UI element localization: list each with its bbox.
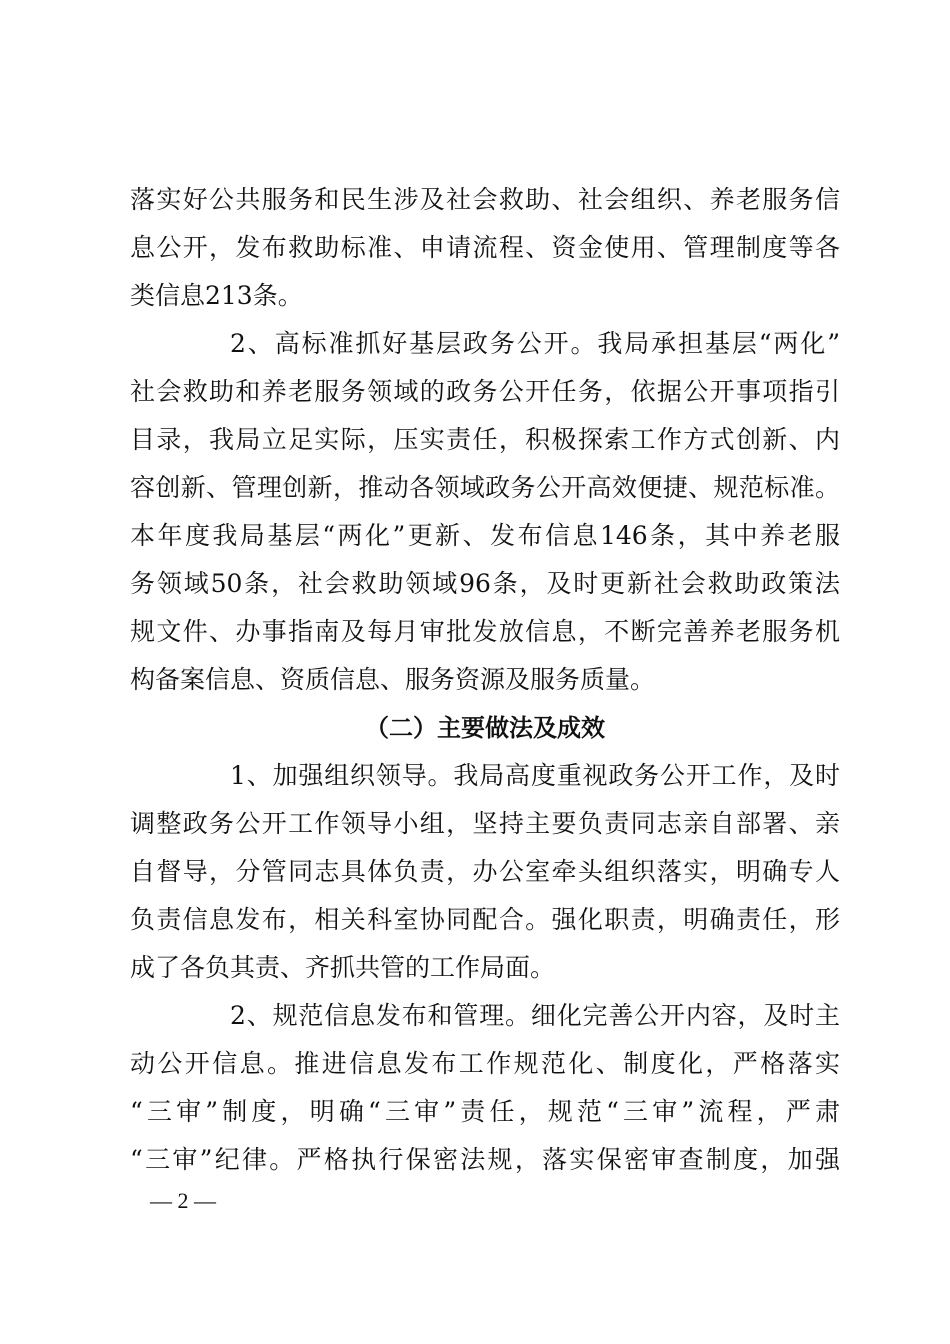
text-line: 息公开，发布救助标准、申请流程、资金使用、管理制度等各 bbox=[130, 233, 840, 262]
text-line: 负责信息发布，相关科室协同配合。强化职责，明确责任，形 bbox=[130, 905, 840, 934]
text-line: 自督导，分管同志具体负责，办公室牵头组织落实，明确专人 bbox=[130, 857, 840, 886]
text-line: 类信息213条。 bbox=[130, 281, 303, 310]
paragraph-start-line: 2、高标准抓好基层政务公开。我局承担基层“两化” bbox=[230, 329, 840, 358]
page-number: — 2 — bbox=[150, 1188, 216, 1213]
text-line: 成了各负其责、齐抓共管的工作局面。 bbox=[130, 953, 556, 982]
text-line: 规文件、办事指南及每月审批发放信息，不断完善养老服务机 bbox=[130, 617, 840, 646]
text-line: 调整政务公开工作领导小组，坚持主要负责同志亲自部署、亲 bbox=[130, 809, 840, 838]
text-line: 构备案信息、资质信息、服务资源及服务质量。 bbox=[130, 665, 656, 694]
text-line: “三审”纪律。严格执行保密法规，落实保密审查制度，加强 bbox=[130, 1145, 840, 1174]
paragraph-start-line: 1、加强组织领导。我局高度重视政务公开工作，及时 bbox=[230, 761, 840, 790]
text-line: 动公开信息。推进信息发布工作规范化、制度化，严格落实 bbox=[130, 1049, 840, 1078]
text-line: “三审”制度，明确“三审”责任，规范“三审”流程，严肃 bbox=[130, 1097, 840, 1126]
text-line: 本年度我局基层“两化”更新、发布信息146条，其中养老服 bbox=[130, 521, 840, 550]
text-line: 容创新、管理创新，推动各领域政务公开高效便捷、规范标准。 bbox=[130, 473, 840, 502]
text-line: 落实好公共服务和民生涉及社会救助、社会组织、养老服务信 bbox=[130, 185, 840, 214]
paragraph-start-line: 2、规范信息发布和管理。细化完善公开内容，及时主 bbox=[230, 1001, 840, 1030]
text-line: 务领域50条，社会救助领域96条，及时更新社会救助政策法 bbox=[130, 569, 840, 598]
text-line: 社会救助和养老服务领域的政务公开任务，依据公开事项指引 bbox=[130, 377, 840, 406]
body-text bbox=[130, 176, 840, 1184]
text-line: 目录，我局立足实际，压实责任，积极探索工作方式创新、内 bbox=[130, 425, 840, 454]
section-heading: （二）主要做法及成效 bbox=[365, 713, 605, 742]
